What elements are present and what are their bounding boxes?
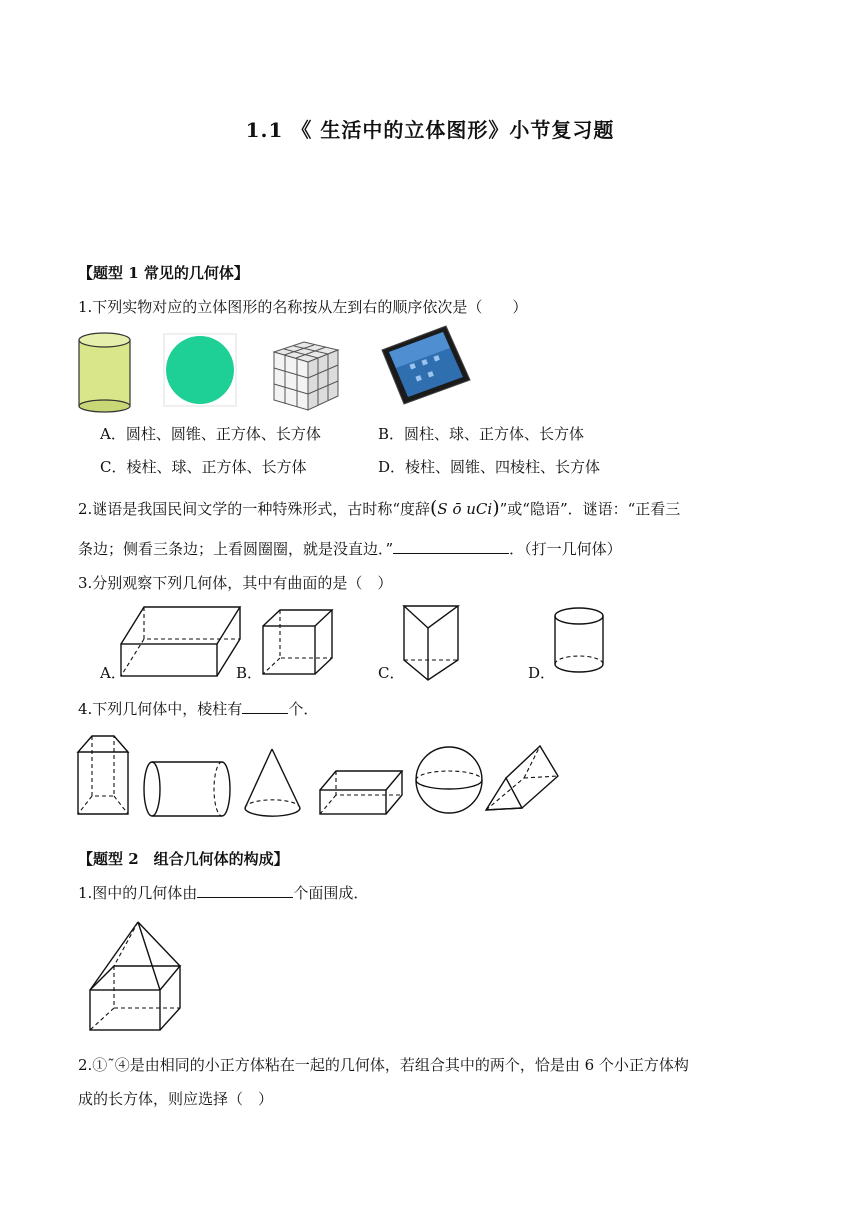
section-heading-2: 【题型 2 组合几何体的构成】	[78, 850, 289, 868]
q2-text-c: 条边；侧看三条边；上看圆圈圈，就是没直边．”	[78, 540, 394, 558]
q1-option-b: B．圆柱、球、正方体、长方体	[378, 425, 585, 443]
q2-math: S ō uCi	[437, 500, 493, 518]
q1-option-a: A．圆柱、圆锥、正方体、长方体	[100, 425, 321, 443]
q4-text-b: 个．	[288, 700, 319, 718]
cylinder-photo	[78, 330, 138, 412]
question-4-stem	[78, 698, 318, 719]
question-3-stem: 3.分别观察下列几何体，其中有曲面的是（ ）	[78, 574, 393, 592]
q2-paren-close: )	[492, 497, 500, 519]
question-2-line-1	[78, 497, 680, 519]
cone-figure	[242, 746, 304, 820]
page-title: 1.1 《 生活中的立体图形》小节复习题	[245, 118, 615, 142]
horizontal-cylinder-figure	[142, 758, 234, 820]
sphere-photo	[164, 334, 238, 408]
section-heading-1: 【题型 1 常见的几何体】	[78, 264, 249, 282]
triangular-prism-figure	[484, 744, 562, 814]
q3-label-a: A．	[100, 664, 126, 682]
sphere-figure	[414, 742, 486, 818]
question-6-line-1: 2.①˜④是由相同的小正方体粘在一起的几何体，若组合其中的两个，恰是由 6 个小正方体构	[78, 1056, 689, 1074]
question-1-stem: 1.下列实物对应的立体图形的名称按从左到右的顺序依次是（ ）	[78, 298, 528, 316]
tablet-photo	[380, 324, 472, 406]
q2-answer-blank[interactable]	[393, 539, 509, 554]
q2-text-b: ”或“隐语”．谜语：“正看三	[499, 500, 681, 518]
q4-answer-blank[interactable]	[242, 699, 288, 714]
q3-label-b: B．	[236, 664, 263, 682]
q1-option-c: C．棱柱、球、正方体、长方体	[100, 458, 307, 476]
q5-answer-blank[interactable]	[197, 883, 293, 898]
q2-text-d: ．（打一几何体）	[509, 540, 622, 558]
question-5-stem	[78, 882, 368, 903]
cylinder-figure-d	[552, 606, 606, 676]
triangular-prism-figure-c	[400, 604, 462, 682]
q1-option-d: D．棱柱、圆锥、四棱柱、长方体	[378, 458, 601, 476]
q2-paren-open: (	[429, 497, 438, 519]
question-6-line-2: 成的长方体，则应选择（ ）	[78, 1090, 274, 1108]
q5-text-b: 个面围成．	[293, 884, 369, 902]
frustum-prism-figure	[76, 732, 132, 818]
pyramid-on-cube-figure	[86, 920, 186, 1032]
q2-text-a: 2.谜语是我国民间文学的一种特殊形式，古时称“度辞	[78, 500, 430, 518]
question-2-line-2	[78, 538, 622, 559]
q5-text-a: 1.图中的几何体由	[78, 884, 198, 902]
rubiks-cube-photo	[270, 338, 342, 412]
q4-text-a: 4.下列几何体中，棱柱有	[78, 700, 243, 718]
q3-label-c: C．	[378, 664, 405, 682]
flat-cuboid-figure	[318, 768, 404, 818]
cube-figure-b	[260, 608, 334, 676]
q3-label-d: D．	[528, 664, 556, 682]
cuboid-figure-a	[118, 604, 242, 678]
